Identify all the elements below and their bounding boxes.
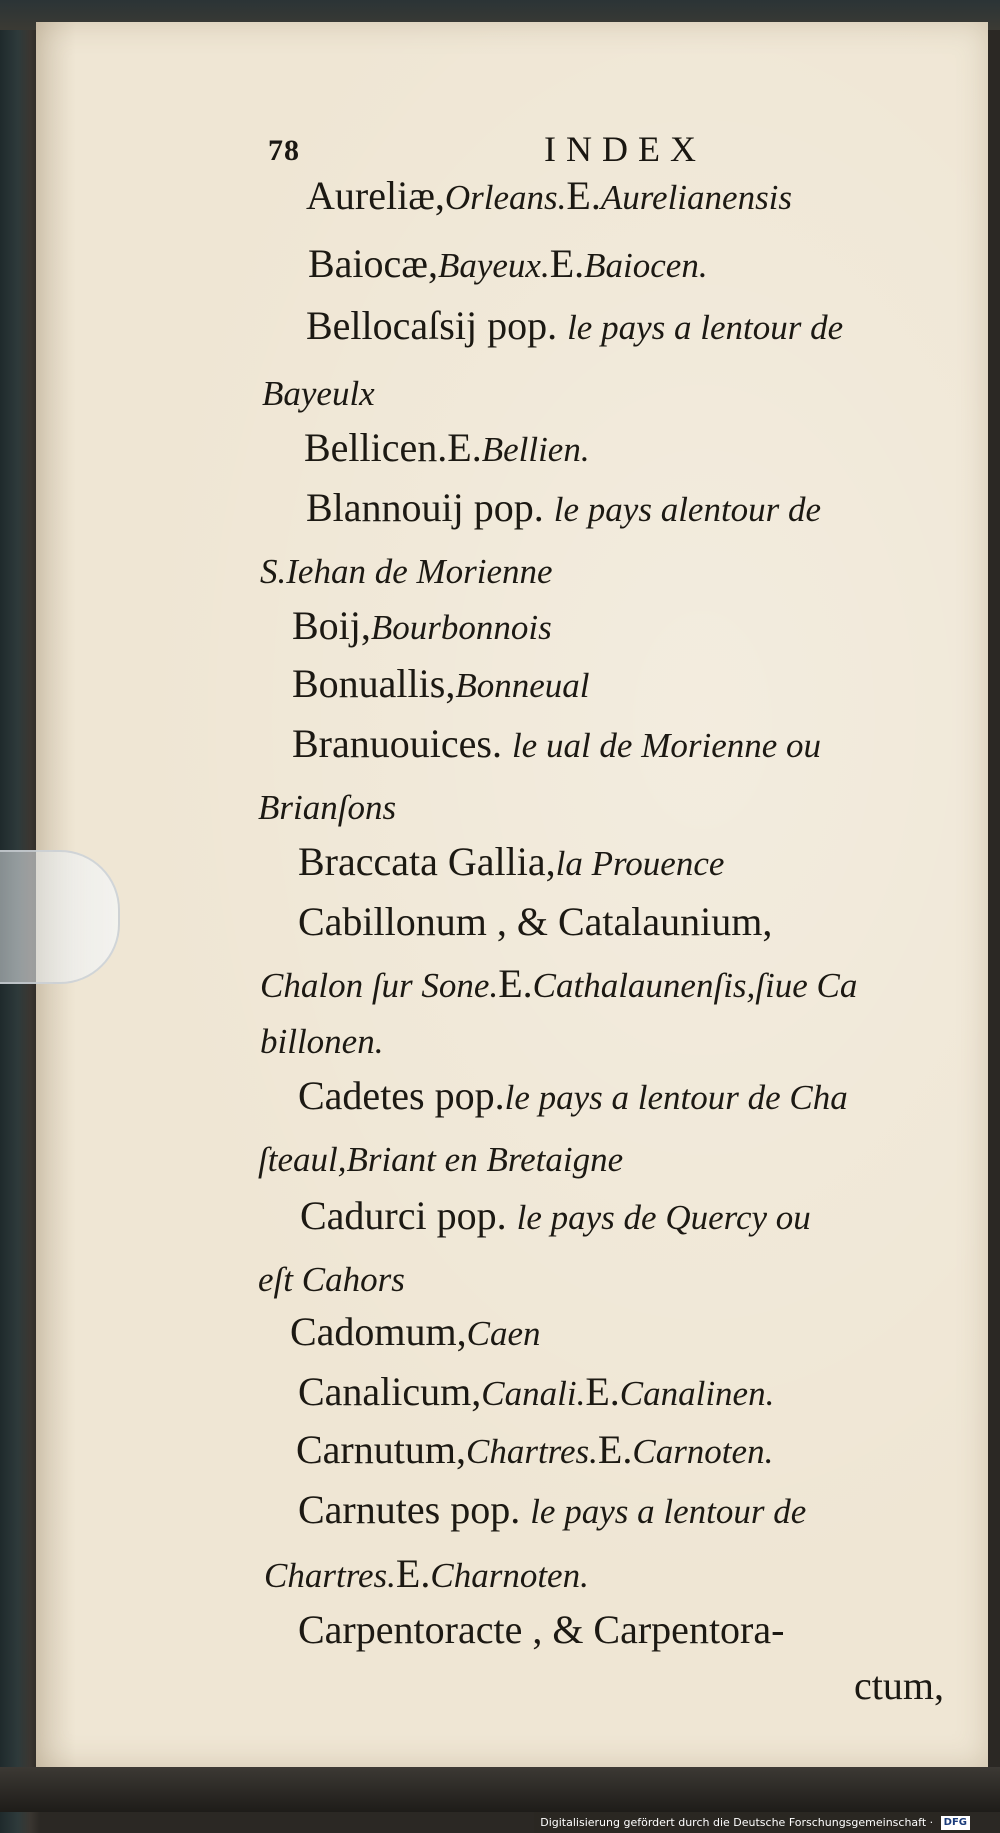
digitization-credit: [534, 1812, 970, 1833]
dfg-logo: DFG: [941, 1816, 970, 1830]
index-entry-continuation: Chartres.E.Charnoten.: [264, 1551, 589, 1596]
index-entry-continuation: Brianſons: [258, 788, 397, 827]
index-entry: Braccata Gallia,la Prouence: [298, 839, 725, 884]
index-entry-continuation: ctum,: [854, 1663, 944, 1708]
index-entry: Aureliæ,Orleans.E.Aurelianensis: [306, 173, 793, 218]
index-entry: Bonuallis,Bonneual: [292, 661, 590, 706]
index-entry-continuation: billonen.: [260, 1022, 384, 1061]
index-entry-continuation: ſteaul,Briant en Bretaigne: [258, 1140, 624, 1179]
index-entry-continuation: Chalon ſur Sone.E.Cathalaunenſis,ſiue Ca: [260, 961, 858, 1006]
index-entry: Branuouices. le ual de Morienne ou: [292, 721, 822, 766]
index-entry-continuation: eſt Cahors: [258, 1260, 405, 1299]
index-entry: Carpentoracte , & Carpentora-: [298, 1607, 785, 1652]
index-entry: Bellicen.E.Bellien.: [304, 425, 590, 470]
credit-text: Digitalisierung gefördert durch die Deutsche Forschungsgemeinschaft ·: [540, 1816, 934, 1829]
index-entry: Cadetes pop.le pays a lentour de Cha: [298, 1073, 848, 1118]
index-entry: Boij,Bourbonnois: [292, 603, 552, 648]
index-entry: Cadurci pop. le pays de Quercy ou: [300, 1193, 811, 1238]
index-entry: Carnutes pop. le pays a lentour de: [298, 1487, 807, 1532]
page-clip: [0, 850, 120, 984]
index-entry: Carnutum,Chartres.E.Carnoten.: [296, 1427, 774, 1472]
page-number: 78: [268, 134, 300, 167]
index-entry-continuation: S.Iehan de Morienne: [260, 552, 553, 591]
book-page: [36, 22, 988, 1767]
book-bottom-edge: [0, 1767, 1000, 1812]
index-entry: Cadomum,Caen: [290, 1309, 541, 1354]
index-entry: Cabillonum , & Catalaunium,: [298, 899, 773, 944]
index-entry: Canalicum,Canali.E.Canalinen.: [298, 1369, 775, 1414]
index-entry-continuation: Bayeulx: [262, 374, 375, 413]
running-head: INDEX: [544, 129, 706, 169]
index-entry: Bellocaſsij pop. le pays a lentour de: [306, 303, 844, 348]
index-entry: Baiocæ,Bayeux.E.Baiocen.: [308, 241, 708, 286]
index-entry: Blannouij pop. le pays alentour de: [306, 485, 822, 530]
